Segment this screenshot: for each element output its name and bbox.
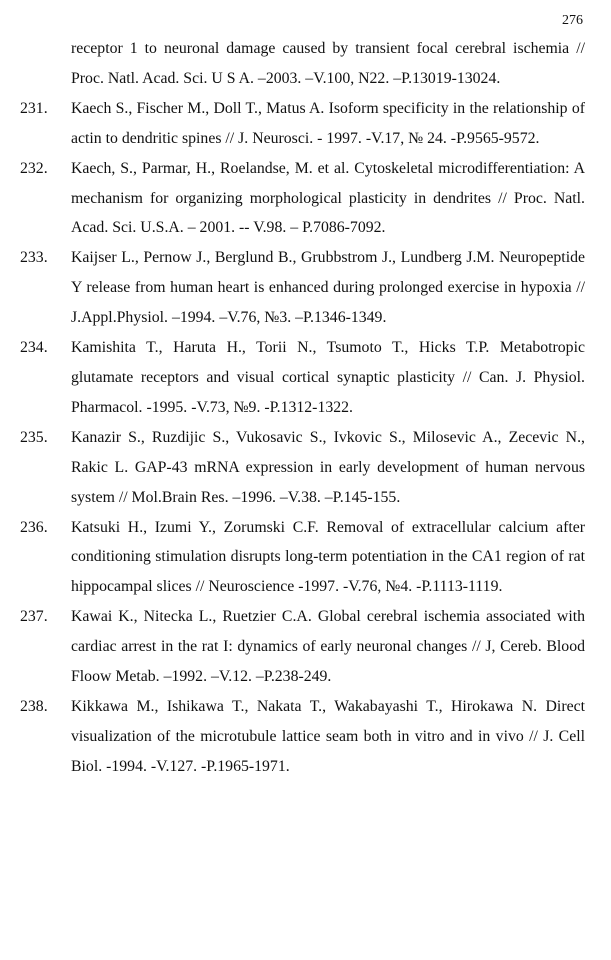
reference-item bbox=[20, 243, 585, 333]
reference-continuation bbox=[20, 34, 585, 94]
reference-text: Kaech, S., Parmar, H., Roelandse, M. et al. Cytoskeletal microdifferentiation: A mechanism for organizing morphological plasticity in dendrites // Proc. Natl. Acad. Sci. U.S.A. – 2001. -- V.98. – P.7086-7092. bbox=[71, 159, 585, 237]
reference-text: Kikkawa M., Ishikawa T., Nakata T., Wakabayashi T., Hirokawa N. Direct visualization of the microtubule lattice seam both in vitro and in vivo // J. Cell Biol. -1994. -V.127. -P.1965-1971. bbox=[71, 697, 585, 775]
reference-number: 232. bbox=[20, 159, 48, 177]
reference-text: Kanazir S., Ruzdijic S., Vukosavic S., Ivkovic S., Milosevic A., Zecevic N., Rakic L. GAP-43 mRNA expression in early development of human nervous system // Mol.Brain Res. –1996. –V.38. –P.145-155. bbox=[71, 428, 585, 506]
page-number: 276 bbox=[562, 13, 583, 28]
reference-number: 233. bbox=[20, 249, 48, 267]
reference-text: Kaech S., Fischer M., Doll T., Matus A. Isoform specificity in the relationship of actin to dendritic spines // J. Neurosci. - 1997. -V.17, № 24. -P.9565-9572. bbox=[71, 99, 585, 147]
reference-number: 237. bbox=[20, 608, 48, 626]
reference-number: 236. bbox=[20, 518, 48, 536]
reference-item bbox=[20, 154, 585, 244]
reference-text: receptor 1 to neuronal damage caused by transient focal cerebral ischemia // Proc. Natl. Acad. Sci. U S A. –2003. –V.100, N22. –P.13019-13024. bbox=[71, 40, 585, 87]
reference-text: Kamishita T., Haruta H., Torii N., Tsumoto T., Hicks T.P. Metabotropic glutamate receptors and visual cortical synaptic plasticity // Can. J. Physiol. Pharmacol. -1995. -V.73, №9. -P.1312-1322. bbox=[71, 339, 585, 416]
reference-text: Kawai K., Nitecka L., Ruetzier C.A. Global cerebral ischemia associated with cardiac arrest in the rat I: dynamics of early neuronal changes // J, Cereb. Blood Floow Metab. –1992. –V.12. –P.238-249. bbox=[71, 608, 585, 686]
reference-item bbox=[20, 423, 585, 513]
reference-number: 234. bbox=[20, 339, 48, 357]
reference-number: 238. bbox=[20, 697, 48, 715]
reference-text: Katsuki H., Izumi Y., Zorumski C.F. Removal of extracellular calcium after conditioning stimulation disrupts long-term potentiation in the CA1 region of rat hippocampal slices // Neuroscience -1997. -V.76, №4. -P.1113-1119. bbox=[71, 518, 585, 596]
reference-entries bbox=[20, 94, 585, 782]
reference-item bbox=[20, 94, 585, 154]
reference-item bbox=[20, 692, 585, 782]
reference-item bbox=[20, 602, 585, 692]
reference-item bbox=[20, 333, 585, 423]
reference-item bbox=[20, 513, 585, 603]
reference-number: 231. bbox=[20, 99, 48, 117]
reference-text: Kaijser L., Pernow J., Berglund B., Grubbstrom J., Lundberg J.M. Neuropeptide Y release from human heart is enhanced during prolonged exercise in hypoxia // J.Appl.Physiol. –1994. –V.76, №3. –P.1346-1349. bbox=[71, 249, 585, 327]
reference-number: 235. bbox=[20, 428, 48, 446]
reference-list bbox=[20, 34, 585, 782]
